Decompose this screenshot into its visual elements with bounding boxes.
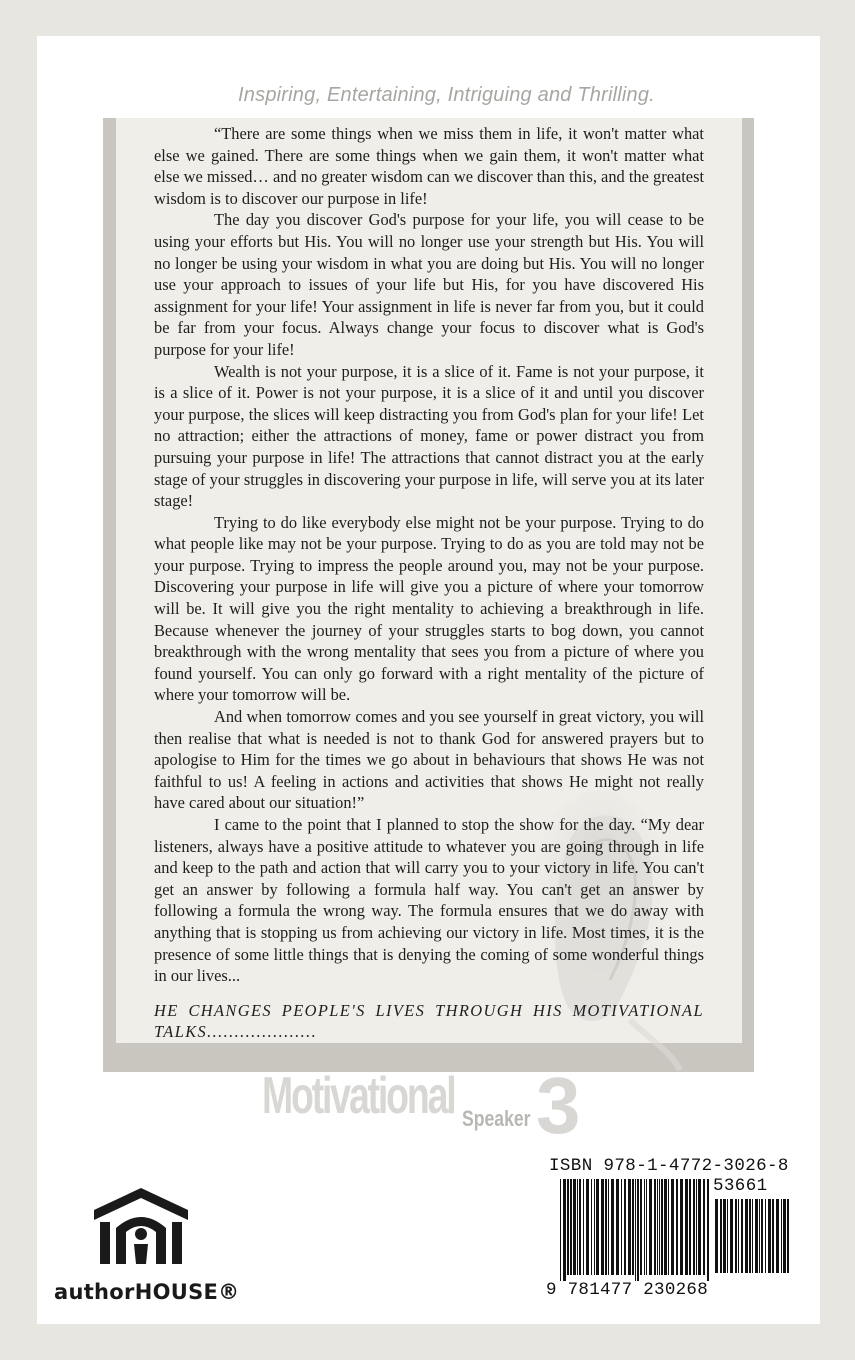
barcode-bar: [644, 1179, 645, 1275]
paragraph: “There are some things when we miss them in life, it won't matter what else we gained. There are some things when we gain them, it won't matter what else we missed… and no greater wisdom can we discover than this, and the greatest wisdom is to discover our purpose in life!: [154, 124, 704, 208]
barcode-bar: [624, 1179, 626, 1275]
barcode-bar: [696, 1179, 697, 1275]
paragraph: Trying to do like everybody else might not be your purpose. Trying to do what people like may not be your purpose. Trying to do as you are told may not be your purpose. Trying to impress the people around you, may not be your purpose. Discovering your purpose in life will give you a picture of where your tomorrow will be. It will give you the right mentality to achieving a breakthrough in life. Because whenever the journey of your struggles starts to bog down, you cannot breakthrough with the wrong mentality that sees you from a picture of where you found yourself. You can only go forward with a right mentality of the picture of where your tomorrow will be.: [154, 512, 704, 705]
barcode-bar: [723, 1199, 726, 1273]
barcode-bar: [727, 1199, 728, 1273]
barcode-bar: [594, 1179, 595, 1275]
barcode-bar: [635, 1179, 636, 1281]
barcode-bar: [768, 1199, 771, 1273]
barcode-bar: [698, 1179, 701, 1275]
barcode-bar: [611, 1179, 614, 1275]
barcode-bar: [573, 1179, 576, 1275]
barcode-bar: [649, 1179, 652, 1275]
barcode-bar: [745, 1199, 748, 1273]
barcode-bar: [560, 1179, 561, 1281]
barcode-bar: [586, 1179, 589, 1275]
barcode-bar: [720, 1199, 722, 1273]
barcode-bar: [703, 1179, 705, 1275]
barcode-bar: [621, 1179, 622, 1275]
barcode-bar: [685, 1179, 688, 1275]
barcode-bar: [637, 1179, 639, 1281]
barcode-bar: [761, 1199, 763, 1273]
isbn-digits: 9 781477 230268: [546, 1280, 709, 1300]
barcode-bar: [640, 1179, 642, 1275]
barcode-bar: [632, 1179, 634, 1275]
barcode-bar: [735, 1199, 737, 1273]
barcode-bar: [680, 1179, 683, 1275]
barcode-bar: [741, 1199, 743, 1273]
barcode-bar: [591, 1179, 592, 1275]
authorhouse-logo-icon: [86, 1188, 196, 1268]
barcode-bar: [664, 1179, 667, 1275]
barcode-bar: [616, 1179, 619, 1275]
barcode-bar: [668, 1179, 669, 1275]
barcode-bar: [776, 1199, 779, 1273]
closing-line: HE CHANGES PEOPLE'S LIVES THROUGH HIS MOTIVATIONAL TALKS....................: [154, 1000, 704, 1042]
barcode: [560, 1179, 790, 1284]
barcode-bar: [715, 1199, 718, 1273]
barcode-bar: [676, 1179, 678, 1275]
barcode-bar: [730, 1199, 733, 1273]
series-title: [262, 1061, 682, 1150]
paragraph: And when tomorrow comes and you see yourself in great victory, you will then realise that what is needed is not to thank God for answered prayers but to apologise to Him for the times we go about in behaviours that shows He was not faithful to us! A feeling in actions and activities that shows He might not really have cared about our situation!”: [154, 707, 704, 813]
barcode-bar: [759, 1199, 760, 1273]
paragraph: Wealth is not your purpose, it is a slice of it. Fame is not your purpose, it is a slice of it. Power is not your purpose, it is a slice of it and until you discover your purpose, the slices will keep distracting you from God's plan for your life! Let no attraction; either the attractions of money, fame or power distract you from pursuing your purpose in life! The attractions that cannot distract you at the early stage of your struggles in discovering your purpose in life, will serve you at its later stage!: [154, 361, 704, 511]
paragraph: I came to the point that I planned to stop the show for the day. “My dear listeners, always have a positive attitude to whatever you are going through in life and keep to the path and action that will carry you to your victory in life. You can't get an answer by following a formula half way. You can't get an answer by following a formula the wrong way. The formula ensures that we do away with anything that is stopping us from achieving our victory in life. Most times, it is the presence of some little things that is denying the coming of some wonderful things in our lives...: [154, 815, 704, 986]
barcode-bar: [646, 1179, 647, 1275]
publisher-name: authorHOUSE®: [54, 1280, 240, 1304]
series-word: Motivational: [262, 1067, 455, 1125]
barcode-bar: [659, 1179, 660, 1275]
body-text: [154, 123, 704, 1043]
barcode-bar: [570, 1179, 572, 1275]
barcode-bar: [563, 1179, 566, 1281]
barcode-bar: [596, 1179, 599, 1275]
barcode-bar: [752, 1199, 753, 1273]
barcode-bar: [583, 1179, 584, 1275]
series-number: 3: [536, 1061, 581, 1150]
paragraph: The day you discover God's purpose for your life, you will cease to be using your efforts but His. You will no longer use your strength but His. You will no longer be using your wisdom in what you are doing but His. You will no longer use your approach to issues of your life but His, for you have discovered His assignment for your life! Your assignment in life is never far from you, but it could be far from your focus. Always change your focus to discover what is God's purpose for your life!: [154, 210, 704, 359]
barcode-bar: [738, 1199, 739, 1273]
barcode-bar: [749, 1199, 751, 1273]
barcode-bar: [765, 1199, 766, 1273]
barcode-bar: [657, 1179, 658, 1275]
barcode-bar: [577, 1179, 578, 1275]
barcode-bar: [755, 1199, 758, 1273]
barcode-bar: [654, 1179, 656, 1275]
barcode-bar: [671, 1179, 674, 1275]
barcode-bar: [693, 1179, 695, 1275]
barcode-bar: [689, 1179, 691, 1275]
barcode-bar: [579, 1179, 581, 1275]
addon-digits: 53661: [713, 1176, 768, 1196]
barcode-bar: [601, 1179, 604, 1275]
barcode-bar: [661, 1179, 663, 1275]
tagline: Inspiring, Entertaining, Intriguing and Thrilling.: [238, 84, 655, 106]
barcode-bar: [783, 1199, 786, 1273]
barcode-bar: [787, 1199, 789, 1273]
barcode-main-bars: [560, 1179, 709, 1281]
barcode-bar: [772, 1199, 774, 1273]
barcode-bar: [781, 1199, 782, 1273]
barcode-addon-bars: [715, 1199, 789, 1273]
barcode-bar: [567, 1179, 569, 1275]
isbn-label: ISBN 978-1-4772-3026-8: [549, 1156, 789, 1176]
barcode-bar: [628, 1179, 631, 1275]
series-speaker: Speaker: [462, 1106, 531, 1131]
barcode-bar: [605, 1179, 607, 1275]
barcode-bar: [608, 1179, 609, 1275]
barcode-bar: [707, 1179, 709, 1281]
